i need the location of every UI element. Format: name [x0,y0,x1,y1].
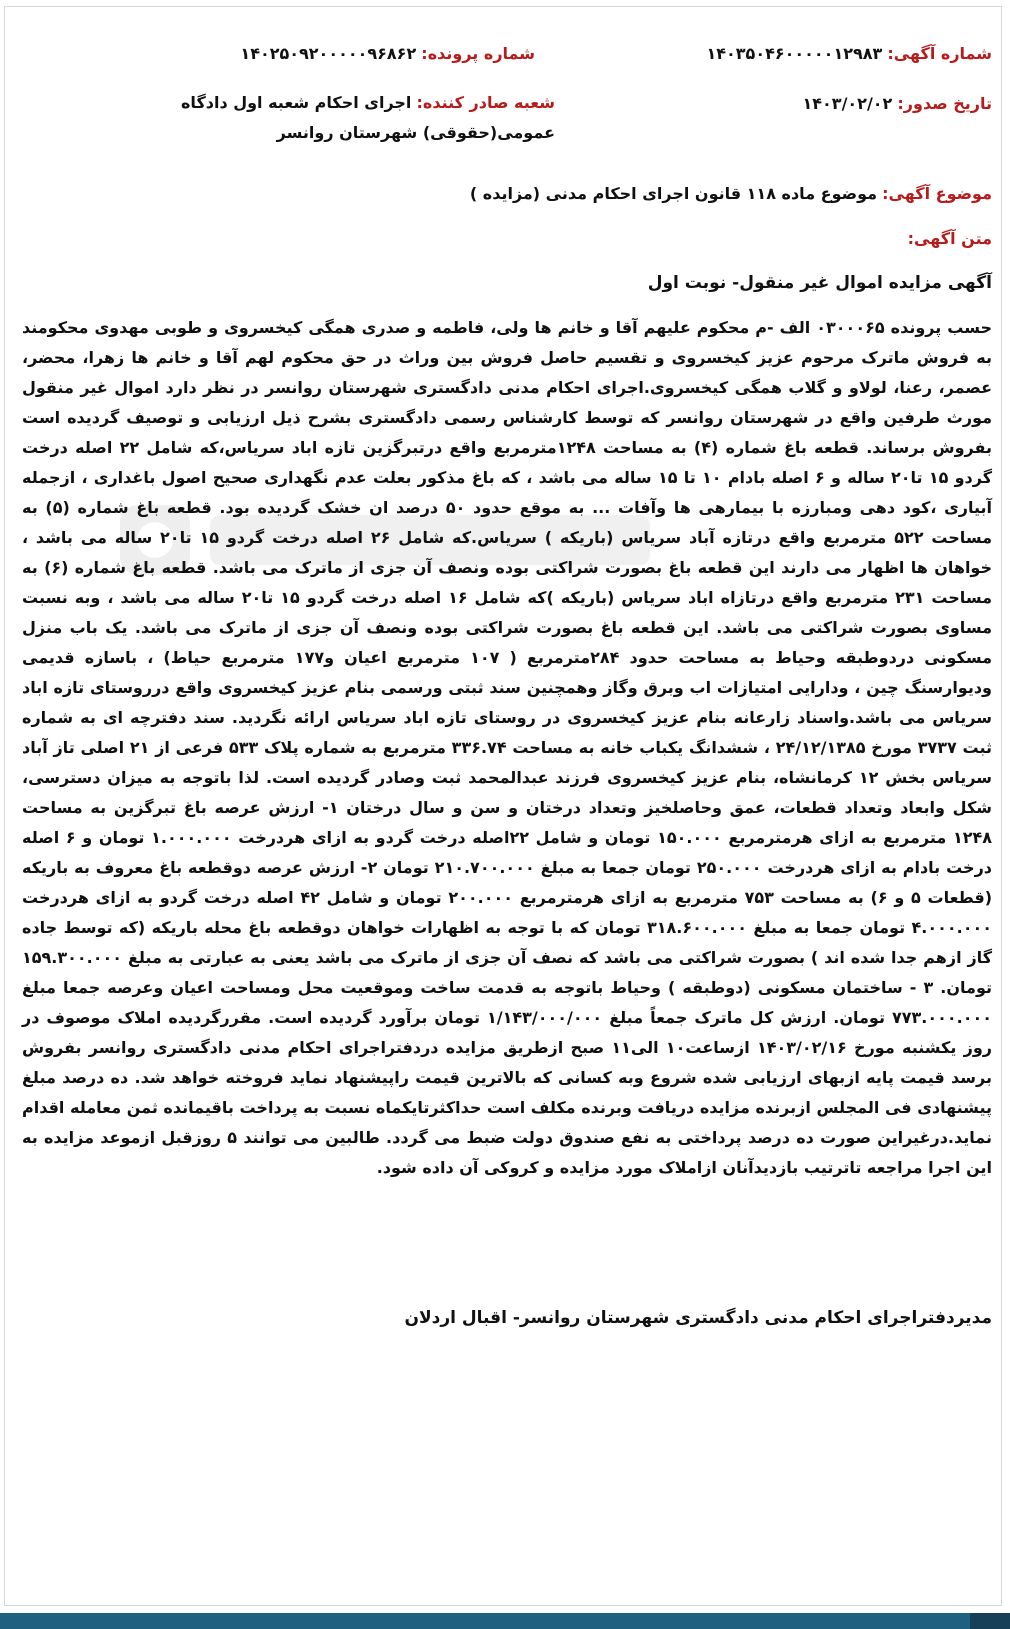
subject-label: موضوع آگهی: [882,184,992,203]
subject-value: موضوع ماده ۱۱۸ قانون اجرای احکام مدنی (مزایده ) [469,184,878,203]
body-label [908,225,992,253]
issue-date [803,90,993,118]
case-number-value: ۱۴۰۲۵۰۹۲۰۰۰۰۰۹۶۸۶۲ [240,44,417,63]
notice-number-value: ۱۴۰۳۵۰۴۶۰۰۰۰۰۱۲۹۸۳ [706,44,883,63]
issuing-branch [55,88,555,148]
bottom-bar [0,1613,1010,1629]
notice-number [706,40,992,68]
notice-body-text: حسب پرونده ۰۳۰۰۰۶۵ الف -م محکوم علیهم آقا و خانم ها ولی، فاطمه و صدری همگی کیخسروی و طوبی مهدوی محکومند به فروش ماترک مرحوم عزیز کیخسروی و تقسیم حاصل فروش بین وراث در حق محکوم لهم آقا و خانم ها زهرا، محضر، عصمر، رعنا، لولاو و گلاب همگی کیخسروی.اجرای احکام مدنی دادگستری شهرستان روانسر در نظر دارد اموال غیر منقول مورث طرفین واقع در شهرستان روانسر که توسط کارشناس رسمی دادگستری بشرح ذیل ارزیابی و توصیف گردیده است بفروش برساند. قطعه باغ شماره (۴) به مساحت ۱۲۴۸مترمربع واقع درتبرگزین تازه اباد سریاس،که شامل ۲۲ اصله درخت گردو ۱۵ تا۲۰ ساله و ۶ اصله بادام ۱۰ تا ۱۵ ساله می باشد ، که باغ مذکور بعلت عدم نگهداری صحیح اصول باغداری ، ازجمله آبیاری ،کود دهی ومبارزه با بیمارهی ها وآفات ... به موقع حدود ۵۰ درصد ان خشک گردیده بود. قطعه باغ شماره (۵) به مساحت ۵۲۲ مترمربع واقع درتازه آباد سریاس (باریکه ) سریاس.که شامل ۲۶ اصله درخت گردو ۱۵ تا۲۰ ساله می باشد ، خواهان ها اظهار می دارند این قطعه باغ بصورت شراکتی بوده ونصف آن جزی از ماترک می باشد. قطعه باغ شماره (۶) به مساحت ۲۳۱ مترمربع واقع درتازاه اباد سریاس (باریکه )که شامل ۱۶ اصله درخت گردو ۱۵ تا۲۰ ساله می باشد ، وبه نسبت مساوی بصورت شراکتی می باشد. این قطعه باغ بصورت شراکتی بوده ونصف آن جزی از ماترک می باشد. یک باب منزل مسکونی دردوطبقه وحیاط به مساحت حدود ۲۸۴مترمربع ( ۱۰۷ مترمربع اعیان و۱۷۷ مترمربع حیاط) ، باسازه قدیمی ودیوارسنگ چین ، ودارایی امتیازات اب وبرق وگاز وهمچنین سند ثبتی ورسمی بنام عزیز کیخسروی واقع درروستای تازه اباد سریاس می باشد.واسناد زارعانه بنام عزیز کیخسروی در روستای تازه اباد سریاس ارائه نگردید. سند دفترچه ای به شماره ثبت ۳۷۳۷ مورخ ۲۴/۱۲/۱۳۸۵ ، ششدانگ یکباب خانه به مساحت ۳۳۶.۷۴ مترمربع به شماره پلاک ۵۳۳ فرعی از ۲۱ اصلی تاز آباد سریاس بخش ۱۲ کرمانشاه، بنام عزیز کیخسروی فرزند عبدالمحمد ثبت وصادر گردیده است. لذا باتوجه به میزان دسترسی، شکل وابعاد وتعداد قطعات، عمق وحاصلخیز وتعداد درختان و سن و سال درختان ۱- ارزش عرصه باغ تبرگزین به مساحت ۱۲۴۸ مترمربع به ازای هرمترمربع ۱۵۰.۰۰۰ تومان و شامل ۲۲اصله درخت گردو به ازای هردرخت ۱.۰۰۰.۰۰۰ تومان و ۶ اصله درخت بادام به ازای هردرخت ۲۵۰.۰۰۰ تومان جمعا به مبلغ ۲۱۰.۷۰۰.۰۰۰ تومان ۲- ارزش عرصه دوقطعه باغ معروف به باریکه (قطعات ۵ و ۶) به مساحت ۷۵۳ مترمربع به ازای هرمترمربع ۲۰۰.۰۰۰ تومان و شامل ۴۲ اصله درخت گردو به ازای هردرخت ۴.۰۰۰.۰۰۰ تومان جمعا به مبلغ ۳۱۸.۶۰۰.۰۰۰ تومان که با توجه به اظهارات خواهان دوقطعه باغ محله باریکه (که توسط جاده گاز ازهم جدا شده اند ) بصورت شراکتی می باشد که نصف آن جزی از ماترک می باشد یعنی به عبارتی به مبلغ ۱۵۹.۳۰۰.۰۰۰ تومان. ۳ - ساختمان مسکونی (دوطبقه ) وحیاط باتوجه به قدمت ساخت وموقعیت محل ومساحت اعیان وعرصه جمعا مبلغ ۷۷۳.۰۰۰.۰۰۰ تومان. ارزش کل ماترک جمعاً مبلغ ۱/۱۴۳/۰۰۰/۰۰۰ تومان برآورد گردیده است. مقررگردیده املاک موصوف در روز یکشنبه مورخ ۱۴۰۳/۰۲/۱۶ ازساعت۱۰ الی۱۱ صبح ازطریق مزایده دردفتراجرای احکام مدنی دادگستری روانسر بفروش برسد قیمت پایه ازبهای ارزیابی شده شروع وبه کسانی که بالاترین قیمت راپیشنهاد نماید فروخته خواهد شد. ده درصد مبلغ پیشنهادی فی المجلس ازبرنده مزایده دریافت وبرنده مکلف است حداکثرتایکماه نسبت به پرداخت باقیمانده ثمن معامله اقدام نماید.درغیراین صورت ده درصد پرداختی به نفع صندوق دولت ضبط می گردد. طالبین می توانند ۵ روزقبل ازموعد مزایده به این اجرا مراجعه تاترتیب بازدیدآنان ازاملاک مورد مزایده و کروکی آن داده شود. [22,318,993,1177]
issue-date-label: تاریخ صدور: [897,94,992,113]
notice-title: آگهی مزایده اموال غیر منقول- نوبت اول [647,273,992,293]
case-number-label: شماره پرونده: [421,44,535,63]
subject-line [470,180,992,208]
body-label-text: متن آگهی: [907,229,992,248]
signature: مدیردفتراجرای احکام مدنی دادگستری شهرستان روانسر- اقبال اردلان [404,1308,992,1328]
notice-number-label: شماره آگهی: [887,44,992,63]
issuing-branch-value: اجرای احکام شعبه اول دادگاه عمومی(حقوقی) شهرستان روانسر [180,93,555,142]
issuing-branch-label: شعبه صادر کننده: [416,93,555,112]
case-number [240,40,535,68]
issue-date-value: ۱۴۰۳/۰۲/۰۲ [802,94,893,113]
